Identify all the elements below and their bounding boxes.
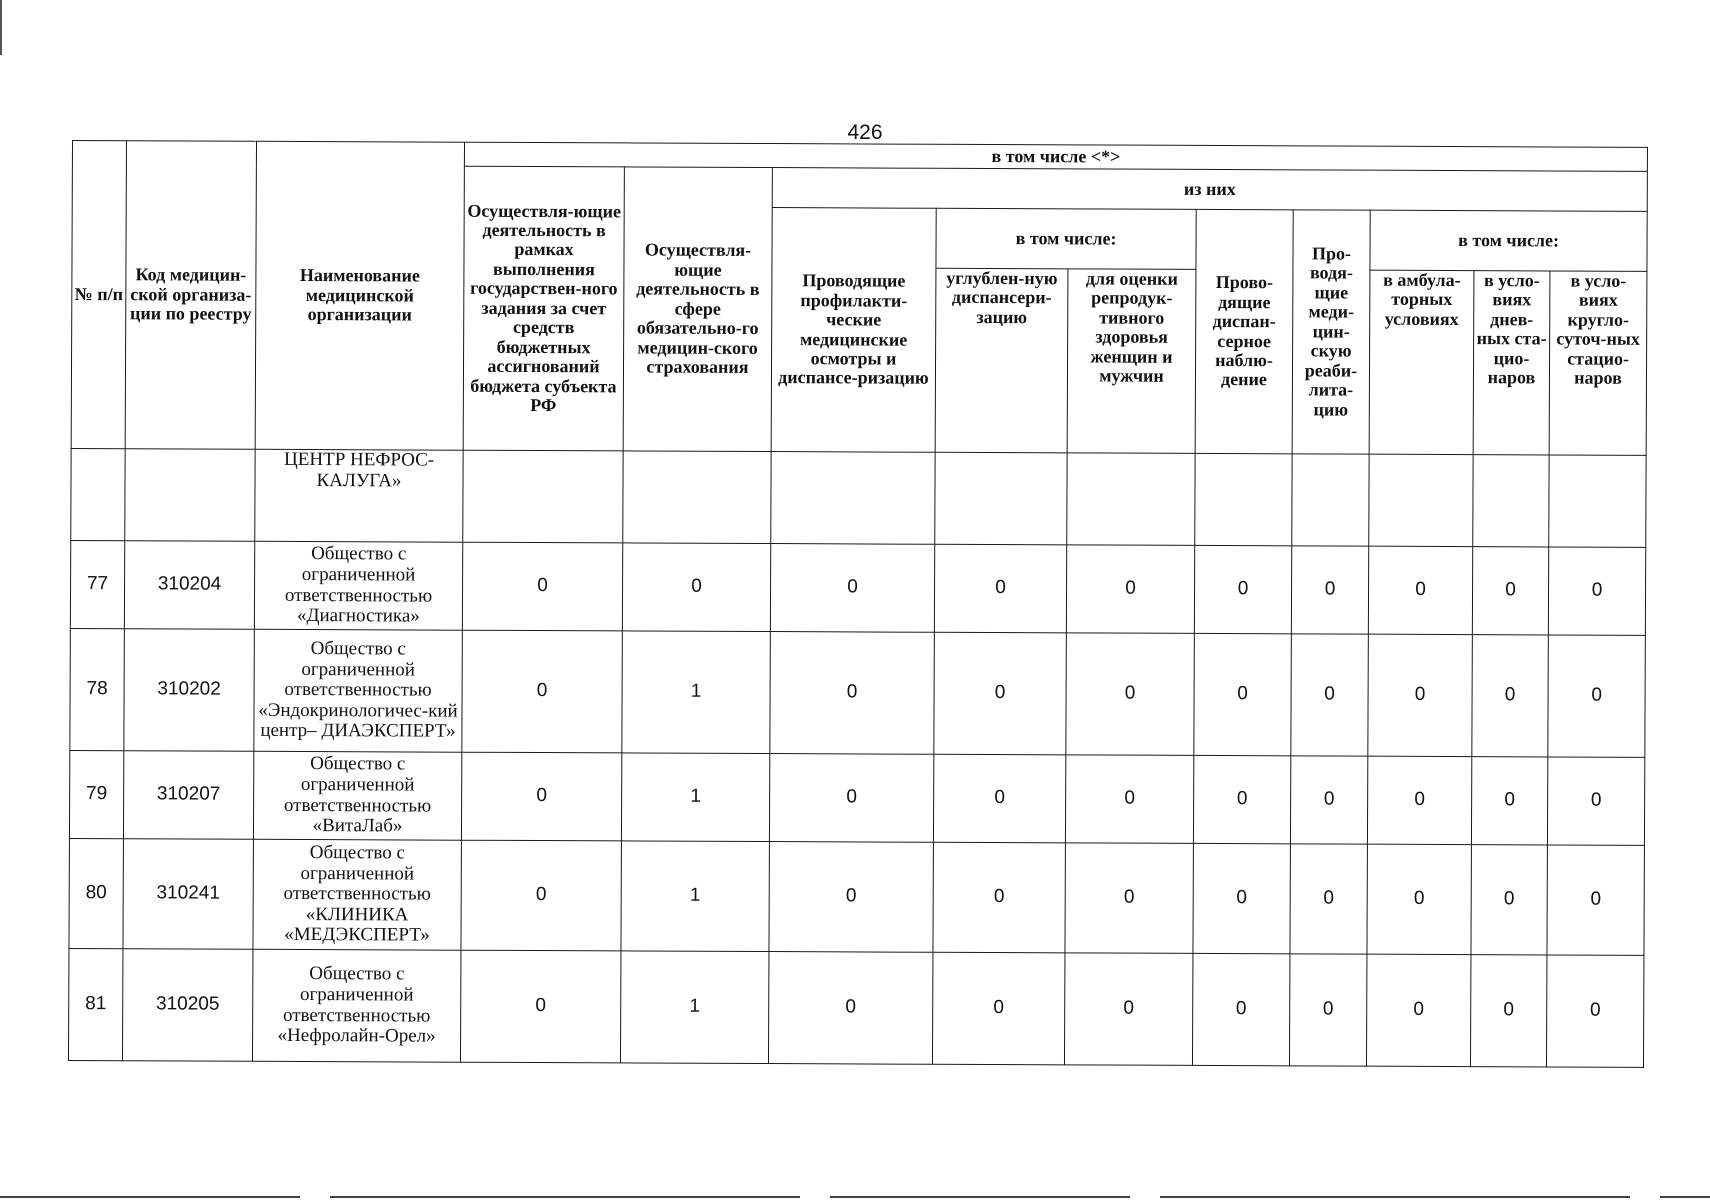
value-cell: 0 xyxy=(1471,757,1547,845)
header-round-clock: в усло-виях кругло-суточ-ных стацио-наров xyxy=(1549,271,1647,455)
org-code: 310241 xyxy=(123,839,253,950)
row-number: 77 xyxy=(70,540,124,628)
value-cell: 0 xyxy=(933,754,1065,843)
value-cell: 0 xyxy=(1289,954,1366,1066)
row-number: 81 xyxy=(68,948,122,1060)
org-code: 310205 xyxy=(122,949,252,1062)
value-cell: 0 xyxy=(1548,547,1645,635)
value-cell: 0 xyxy=(769,754,933,843)
org-name: Общество с ограниченной ответственностью «Эндокринологичес-кий центр– ДИАЭКСПЕРТ» xyxy=(254,629,463,752)
scan-edge-bottom xyxy=(0,1196,1710,1198)
org-code: 310202 xyxy=(124,629,255,752)
value-cell: 0 xyxy=(1193,843,1290,953)
value-cell: 0 xyxy=(1470,955,1546,1067)
header-outpatient: в амбула-торных условиях xyxy=(1369,270,1474,454)
header-day-hospital: в усло-виях днев-ных ста-цио-наров xyxy=(1473,271,1550,455)
value-cell: 0 xyxy=(1548,635,1646,757)
value-cell: 1 xyxy=(621,753,769,842)
org-name: Общество с ограниченной ответственностью «КЛИНИКА «МЕДЭКСПЕРТ» xyxy=(253,839,461,950)
value-cell: 0 xyxy=(1546,955,1644,1067)
header-of-them: из них xyxy=(772,168,1647,212)
org-name: Общество с ограниченной ответственностью «ВитаЛаб» xyxy=(253,751,461,840)
medical-organizations-table xyxy=(68,140,1648,1068)
org-code: 310204 xyxy=(124,541,254,630)
table-row xyxy=(69,838,1645,955)
value-cell: 0 xyxy=(932,952,1064,1065)
value-cell: 0 xyxy=(1194,545,1291,633)
value-cell: 0 xyxy=(1366,954,1470,1066)
header-including: в том числе <*> xyxy=(464,142,1647,171)
org-code: 310207 xyxy=(123,751,253,840)
value-cell: 0 xyxy=(1066,633,1195,756)
scan-edge-left xyxy=(0,0,2,55)
table-row xyxy=(70,628,1646,757)
header-state-task: Осуществля-ющие деятельность в рамках выполнения государствен-ного задания за счет средств бюджетных ассигнований бюджета субъекта РФ xyxy=(463,166,624,451)
value-cell: 0 xyxy=(622,543,770,632)
value-cell: 0 xyxy=(770,544,934,633)
table-header xyxy=(71,141,1647,456)
table-row xyxy=(69,750,1644,845)
table-row-continuation xyxy=(71,448,1646,547)
value-cell: 0 xyxy=(1472,547,1548,635)
value-cell: 0 xyxy=(770,632,935,755)
value-cell: 0 xyxy=(1193,755,1290,843)
value-cell: 0 xyxy=(462,542,622,631)
value-cell: 0 xyxy=(1291,634,1369,756)
value-cell: 0 xyxy=(1065,755,1193,844)
value-cell: 0 xyxy=(1290,844,1367,954)
value-cell: 1 xyxy=(622,631,771,754)
value-cell: 0 xyxy=(1368,546,1472,634)
value-cell: 0 xyxy=(1368,634,1473,756)
table-row xyxy=(68,948,1644,1067)
org-name: ЦЕНТР НЕФРОС-КАЛУГА» xyxy=(255,449,463,542)
value-cell: 0 xyxy=(461,752,621,841)
header-name: Наименование медицинской организации xyxy=(255,141,464,450)
value-cell: 0 xyxy=(1547,757,1644,845)
table-row xyxy=(70,540,1645,635)
row-number: 78 xyxy=(70,628,125,750)
value-cell: 0 xyxy=(1367,756,1471,844)
header-reproductive: для оценки репродук-тивного здоровья женщин и мужчин xyxy=(1067,269,1196,454)
value-cell: 0 xyxy=(1547,845,1645,955)
row-number: 79 xyxy=(69,750,123,838)
value-cell: 0 xyxy=(933,842,1065,953)
value-cell: 0 xyxy=(1290,756,1367,844)
header-in-depth: углублен-ную диспансери-зацию xyxy=(935,268,1068,453)
header-code: Код медицин-ской организа-ции по реестру xyxy=(125,141,256,450)
value-cell: 0 xyxy=(1066,545,1194,634)
value-cell: 0 xyxy=(1291,546,1368,634)
org-name: Общество с ограниченной ответственностью «Диагностика» xyxy=(254,541,462,630)
value-cell: 0 xyxy=(461,840,621,951)
header-dispensary: Прово-дящие диспан-серное наблю-дение xyxy=(1195,209,1293,453)
value-cell: 1 xyxy=(620,951,768,1064)
value-cell: 0 xyxy=(1192,953,1289,1065)
value-cell: 0 xyxy=(1472,635,1549,757)
org-name: Общество с ограниченной ответственностью «Нефролайн-Орел» xyxy=(252,949,460,1062)
header-checkups: Проводящие профилакти-ческие медицинские осмотры и диспансе-ризацию xyxy=(771,208,936,453)
value-cell: 1 xyxy=(621,841,769,952)
value-cell: 0 xyxy=(462,630,623,753)
header-oms: Осуществля-ющие деятельность в сфере обязательно-го медицин-ского страхования xyxy=(623,167,772,452)
value-cell: 0 xyxy=(1471,845,1547,955)
row-number: 80 xyxy=(69,838,123,948)
value-cell: 0 xyxy=(460,950,620,1063)
value-cell: 0 xyxy=(768,952,932,1065)
header-including-2: в том числе: xyxy=(1370,210,1647,271)
table-body xyxy=(68,448,1646,1067)
value-cell: 0 xyxy=(769,842,933,953)
header-num: № п/п xyxy=(71,141,126,449)
value-cell: 0 xyxy=(1367,844,1471,954)
value-cell: 0 xyxy=(934,544,1066,633)
page-number: 426 xyxy=(847,121,883,144)
value-cell: 0 xyxy=(1064,953,1192,1066)
header-including-1: в том числе: xyxy=(936,208,1196,269)
value-cell: 0 xyxy=(934,632,1067,755)
value-cell: 0 xyxy=(1065,843,1193,954)
header-rehab: Про-водя-щие меди-цин-скую реаби-лита-цию xyxy=(1292,210,1370,454)
value-cell: 0 xyxy=(1194,633,1292,755)
